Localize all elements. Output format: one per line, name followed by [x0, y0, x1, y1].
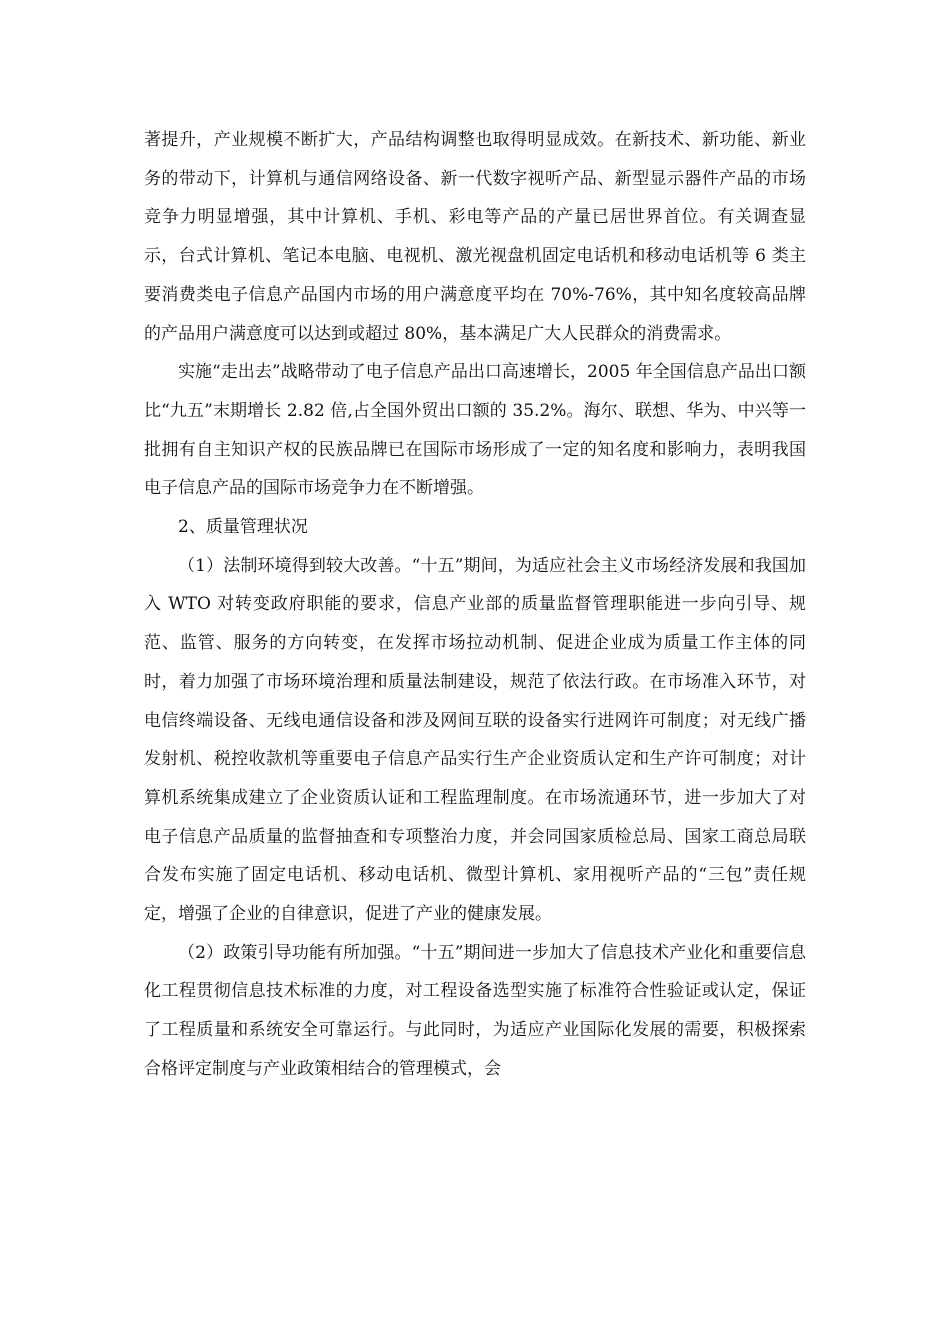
paragraph-export-growth: 实施“走出去”战略带动了电子信息产品出口高速增长，2005 年全国信息产品出口额比“九五”末期增长 2.82 倍,占全国外贸出口额的 35.2%。海尔、联想、华为、中兴等一批拥有自主知识产权的民族品牌已在国际市场形成了一定的知名度和影响力，表明我国电子信息产品的国际市场竞争力在不断增强。	[144, 362, 806, 499]
document-body	[144, 121, 806, 1089]
paragraph-policy-guidance: （2）政策引导功能有所加强。“十五”期间进一步加大了信息技术产业化和重要信息化工程贯彻信息技术标准的力度，对工程设备选型实施了标准符合性验证或认定，保证了工程质量和系统安全可靠运行。与此同时，为适应产业国际化发展的需要，积极探索合格评定制度与产业政策相结合的管理模式，会	[144, 942, 806, 1079]
section-heading-quality-management: 2、质量管理状况	[178, 517, 308, 538]
paragraph-legal-environment: （1）法制环境得到较大改善。“十五”期间，为适应社会主义市场经济发展和我国加入 WTO 对转变政府职能的要求，信息产业部的质量监督管理职能进一步向引导、规范、监管、服务的方向转变，在发挥市场拉动机制、促进企业成为质量工作主体的同时，着力加强了市场环境治理和质量法制建设，规范了依法行政。在市场准入环节，对电信终端设备、无线电通信设备和涉及网间互联的设备实行进网许可制度；对无线广播发射机、税控收款机等重要电子信息产品实行生产企业资质认定和生产许可制度；对计算机系统集成建立了企业资质认证和工程监理制度。在市场流通环节，进一步加大了对电子信息产品质量的监督抽查和专项整治力度，并会同国家质检总局、国家工商总局联合发布实施了固定电话机、移动电话机、微型计算机、家用视听产品的“三包”责任规定，增强了企业的自律意识，促进了产业的健康发展。	[144, 555, 806, 925]
paragraph-industry-scale: 著提升，产业规模不断扩大，产品结构调整也取得明显成效。在新技术、新功能、新业务的带动下，计算机与通信网络设备、新一代数字视听产品、新型显示器件产品的市场竞争力明显增强，其中计算机、手机、彩电等产品的产量已居世界首位。有关调查显示，台式计算机、笔记本电脑、电视机、激光视盘机固定电话机和移动电话机等 6 类主要消费类电子信息产品国内市场的用户满意度平均在 70%-76%，其中知名度较高品牌的产品用户满意度可以达到或超过 80%，基本满足广大人民群众的消费需求。	[144, 130, 806, 344]
